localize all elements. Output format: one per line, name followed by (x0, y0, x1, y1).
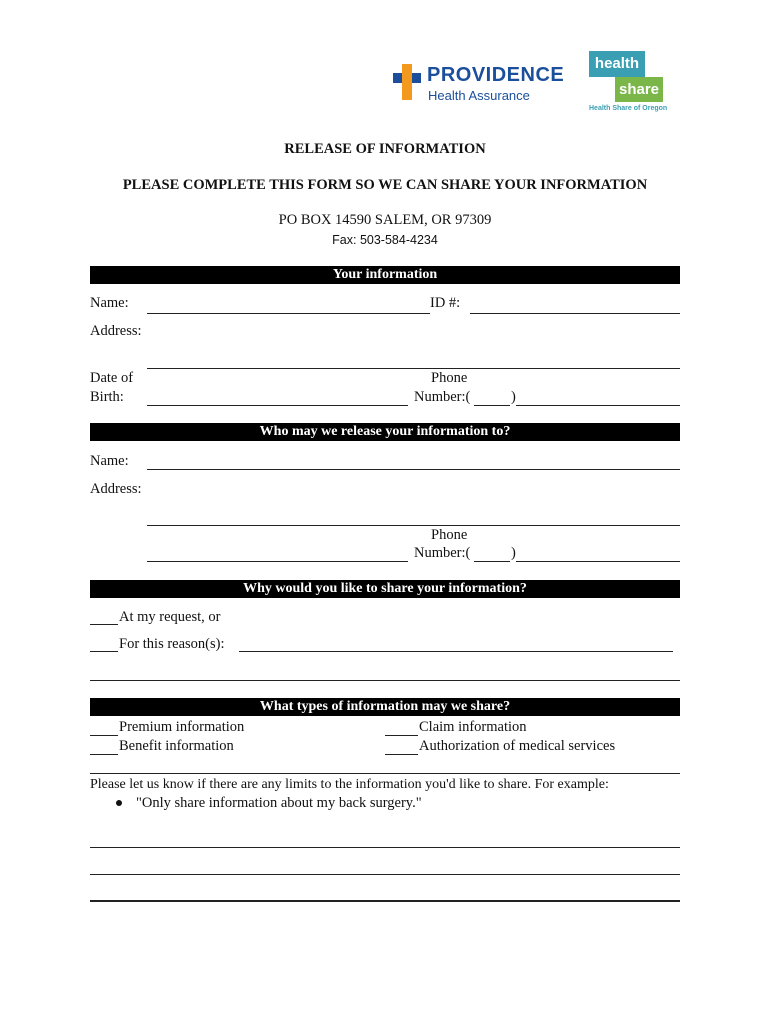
section-divider (90, 773, 680, 774)
claim-label: Claim information (419, 719, 527, 735)
id-field[interactable] (470, 313, 680, 314)
phone-number-field[interactable] (516, 405, 680, 406)
benefit-label: Benefit information (119, 738, 234, 754)
phone-label-line1: Phone (431, 370, 468, 386)
health-share-logo (589, 51, 671, 115)
dob-label-line2: Birth: (90, 389, 124, 405)
phone-label-line2: Number:( (414, 389, 471, 405)
bullet-icon (116, 800, 122, 806)
recipient-phone-paren-close: ) (511, 545, 516, 561)
claim-check-field[interactable] (385, 735, 418, 736)
recipient-address-field-2[interactable] (147, 561, 408, 562)
name-field[interactable] (147, 313, 430, 314)
section-your-information: Your information (90, 266, 680, 284)
reason-text-field[interactable] (239, 651, 673, 652)
at-my-request-label: At my request, or (119, 609, 221, 625)
recipient-address-label: Address: (90, 481, 142, 497)
section-reason: Why would you like to share your information? (90, 580, 680, 598)
recipient-phone-label-line1: Phone (431, 527, 468, 543)
address-label: Address: (90, 323, 142, 339)
recipient-address-field[interactable] (147, 525, 680, 526)
for-reason-label: For this reason(s): (119, 636, 225, 652)
form-title: RELEASE OF INFORMATION (284, 141, 486, 157)
limits-field-3[interactable] (90, 900, 680, 902)
recipient-phone-number-field[interactable] (516, 561, 680, 562)
limits-field-1[interactable] (90, 847, 680, 848)
section-information-types: What types of information may we share? (90, 698, 680, 716)
limits-prompt: Please let us know if there are any limits to the information you'd like to share. For example: (90, 777, 609, 792)
form-subtitle: PLEASE COMPLETE THIS FORM SO WE CAN SHARE YOUR INFORMATION (122, 177, 648, 193)
providence-logo (393, 62, 568, 106)
premium-check-field[interactable] (90, 735, 118, 736)
benefit-check-field[interactable] (90, 754, 118, 755)
health-share-top: health (589, 51, 645, 77)
address-field[interactable] (147, 368, 680, 369)
limits-field-2[interactable] (90, 874, 680, 875)
recipient-name-field[interactable] (147, 469, 680, 470)
recipient-phone-label-line2: Number:( (414, 545, 471, 561)
fax-number: Fax: 503-584-4234 (332, 233, 438, 247)
dob-field[interactable] (147, 405, 408, 406)
authorization-label: Authorization of medical services (419, 738, 616, 754)
providence-name: PROVIDENCE (427, 64, 565, 86)
id-label: ID #: (430, 295, 461, 311)
health-share-subtitle: Health Share of Oregon (589, 105, 668, 112)
premium-label: Premium information (119, 719, 245, 735)
authorization-check-field[interactable] (385, 754, 418, 755)
section-recipient: Who may we release your information to? (90, 423, 680, 441)
health-share-bottom: share (615, 77, 663, 102)
phone-area-code-field[interactable] (474, 405, 510, 406)
recipient-name-label: Name: (90, 453, 129, 469)
reason-text-field-2[interactable] (90, 680, 680, 681)
phone-paren-close: ) (511, 389, 516, 405)
providence-cross-icon (393, 64, 421, 100)
limits-example: "Only share information about my back surgery." (136, 795, 422, 811)
for-reason-check-field[interactable] (90, 651, 118, 652)
dob-label-line1: Date of (90, 370, 134, 386)
name-label: Name: (90, 295, 129, 311)
recipient-phone-area-code-field[interactable] (474, 561, 510, 562)
mailing-address: PO BOX 14590 SALEM, OR 97309 (278, 212, 492, 228)
at-my-request-check-field[interactable] (90, 624, 118, 625)
providence-subtitle: Health Assurance (428, 88, 530, 103)
